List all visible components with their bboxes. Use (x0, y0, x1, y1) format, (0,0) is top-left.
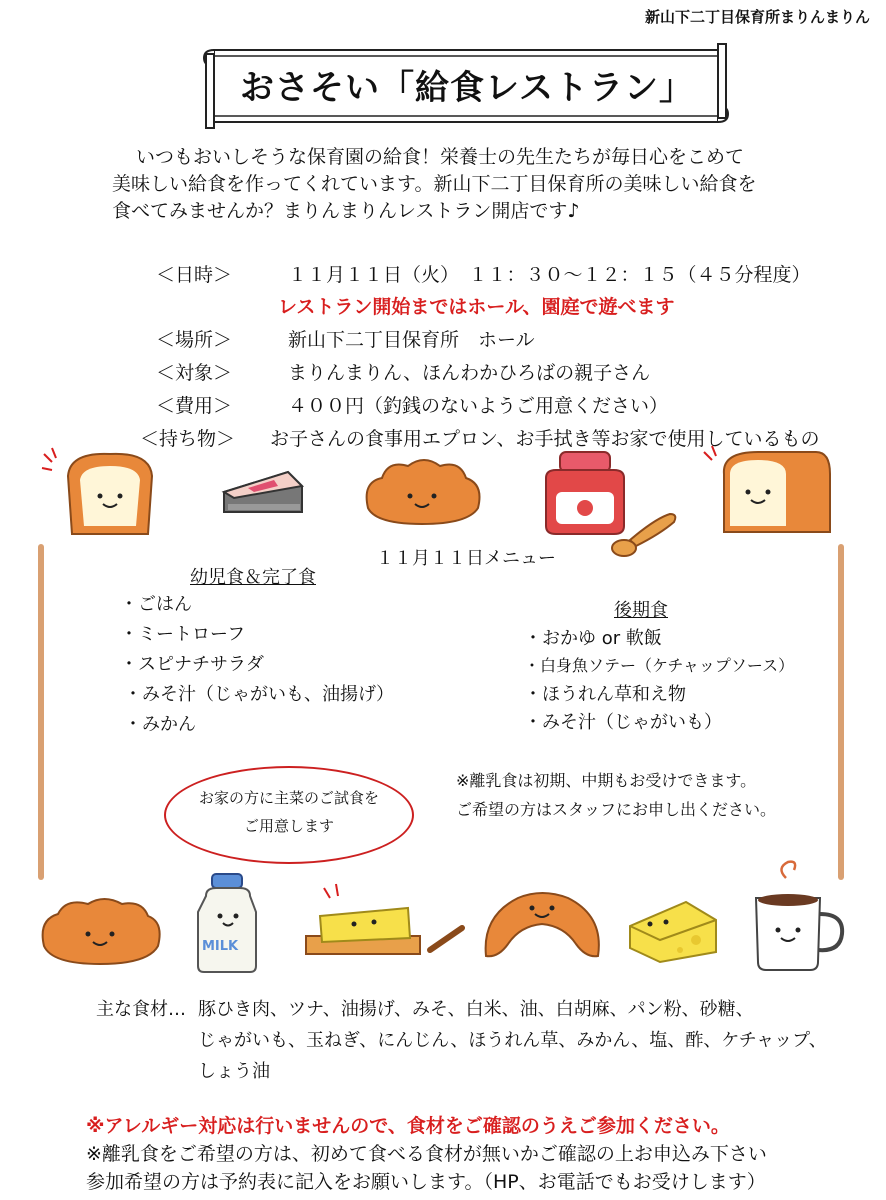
toast-bread-icon (40, 446, 170, 546)
menu-item: ・ごはん (120, 594, 192, 615)
croissant-icon (478, 886, 608, 976)
ingredients-line: 豚ひき肉、ツナ、油揚げ、みそ、白米、油、白胡麻、パン粉、砂糖、 (198, 999, 754, 1020)
belongings-value: お子さんの食事用エプロン、お手拭き等お家で使用しているもの (270, 428, 820, 450)
menu-item: ・白身魚ソテー（ケチャップソース） (524, 656, 795, 675)
ingredients-list (198, 994, 827, 1087)
page-title: おさそい「給食レストラン」 (240, 67, 694, 108)
infant-menu-heading: 幼児食＆完了食 (190, 567, 316, 588)
place-label: ＜場所＞ (156, 329, 233, 351)
place-value: 新山下二丁目保育所 ホール (288, 329, 535, 351)
cheese-icon (626, 896, 722, 966)
intro-line: いつもおいしそうな保育園の給食！栄養士の先生たちが毎日心をこめて (136, 146, 745, 168)
menu-title: １１月１１日メニュー (376, 548, 556, 569)
right-border-bar (838, 544, 844, 880)
cake-slice-icon (218, 462, 308, 526)
menu-item: ・みそ汁（じゃがいも、油揚げ） (124, 684, 394, 705)
intro-text (112, 144, 756, 225)
target-label: ＜対象＞ (156, 362, 233, 384)
bun-bread-icon (358, 452, 488, 532)
menu-item: ・ミートローフ (120, 624, 246, 645)
belongings-label: ＜持ち物＞ (140, 428, 236, 450)
baby-food-note (456, 766, 776, 824)
milk-label: MILK (202, 939, 239, 954)
intro-line: 食べてみませんか？まりんまりんレストラン開店です♪ (112, 200, 580, 222)
milk-bottle-icon (190, 872, 270, 976)
coffee-cup-icon (748, 858, 858, 978)
menu-item: ・スピナチサラダ (120, 654, 264, 675)
restaurant-notice: レストラン開始まではホール、園庭で遊べます (278, 296, 675, 318)
tasting-note (164, 784, 414, 840)
tasting-line: ご用意します (243, 817, 334, 835)
baby-food-application-note: ※離乳食をご希望の方は、初めて食べる食材が無いかご確認の上お申込み下さい (86, 1143, 767, 1165)
fee-value: ４００円（釣銭のないようご用意ください） (288, 395, 669, 417)
round-bun-icon (36, 892, 166, 972)
menu-item: ・おかゆ or 軟飯 (524, 628, 662, 649)
menu-item: ・みそ汁（じゃがいも） (524, 712, 722, 733)
ingredients-label: 主な食材… (96, 999, 186, 1020)
jam-jar-icon (536, 448, 686, 564)
left-border-bar (38, 544, 44, 880)
datetime-value: １１月１１日（火） １１：３０〜１２：１５（４５分程度） (288, 264, 811, 286)
bread-loaf-icon (698, 444, 848, 544)
fee-label: ＜費用＞ (156, 395, 233, 417)
reservation-note: 参加希望の方は予約表に記入をお願いします。（HP、お電話でもお受けします） (86, 1171, 766, 1193)
menu-item: ・ほうれん草和え物 (524, 684, 686, 705)
tasting-line: お家の方に主菜のご試食を (198, 789, 379, 807)
intro-line: 美味しい給食を作ってくれています。新山下二丁目保育所の美味しい給食を (112, 173, 757, 195)
late-menu-heading: 後期食 (614, 600, 668, 621)
butter-icon (300, 880, 470, 980)
baby-note-line: ご希望の方はスタッフにお申し出ください。 (456, 800, 777, 819)
target-value: まりんまりん、ほんわかひろばの親子さん (288, 362, 651, 384)
ingredients-line: しょう油 (198, 1061, 270, 1082)
allergy-note: ※アレルギー対応は行いませんので、食材をご確認のうえご参加ください。 (86, 1115, 730, 1137)
menu-item: ・みかん (124, 714, 196, 735)
datetime-label: ＜日時＞ (156, 264, 233, 286)
baby-note-line: ※離乳食は初期、中期もお受けできます。 (456, 771, 757, 790)
ingredients-line: じゃがいも、玉ねぎ、にんじん、ほうれん草、みかん、塩、酢、ケチャップ、 (198, 1030, 827, 1051)
organization-name: 新山下二丁目保育所まりんまりん (644, 8, 870, 26)
